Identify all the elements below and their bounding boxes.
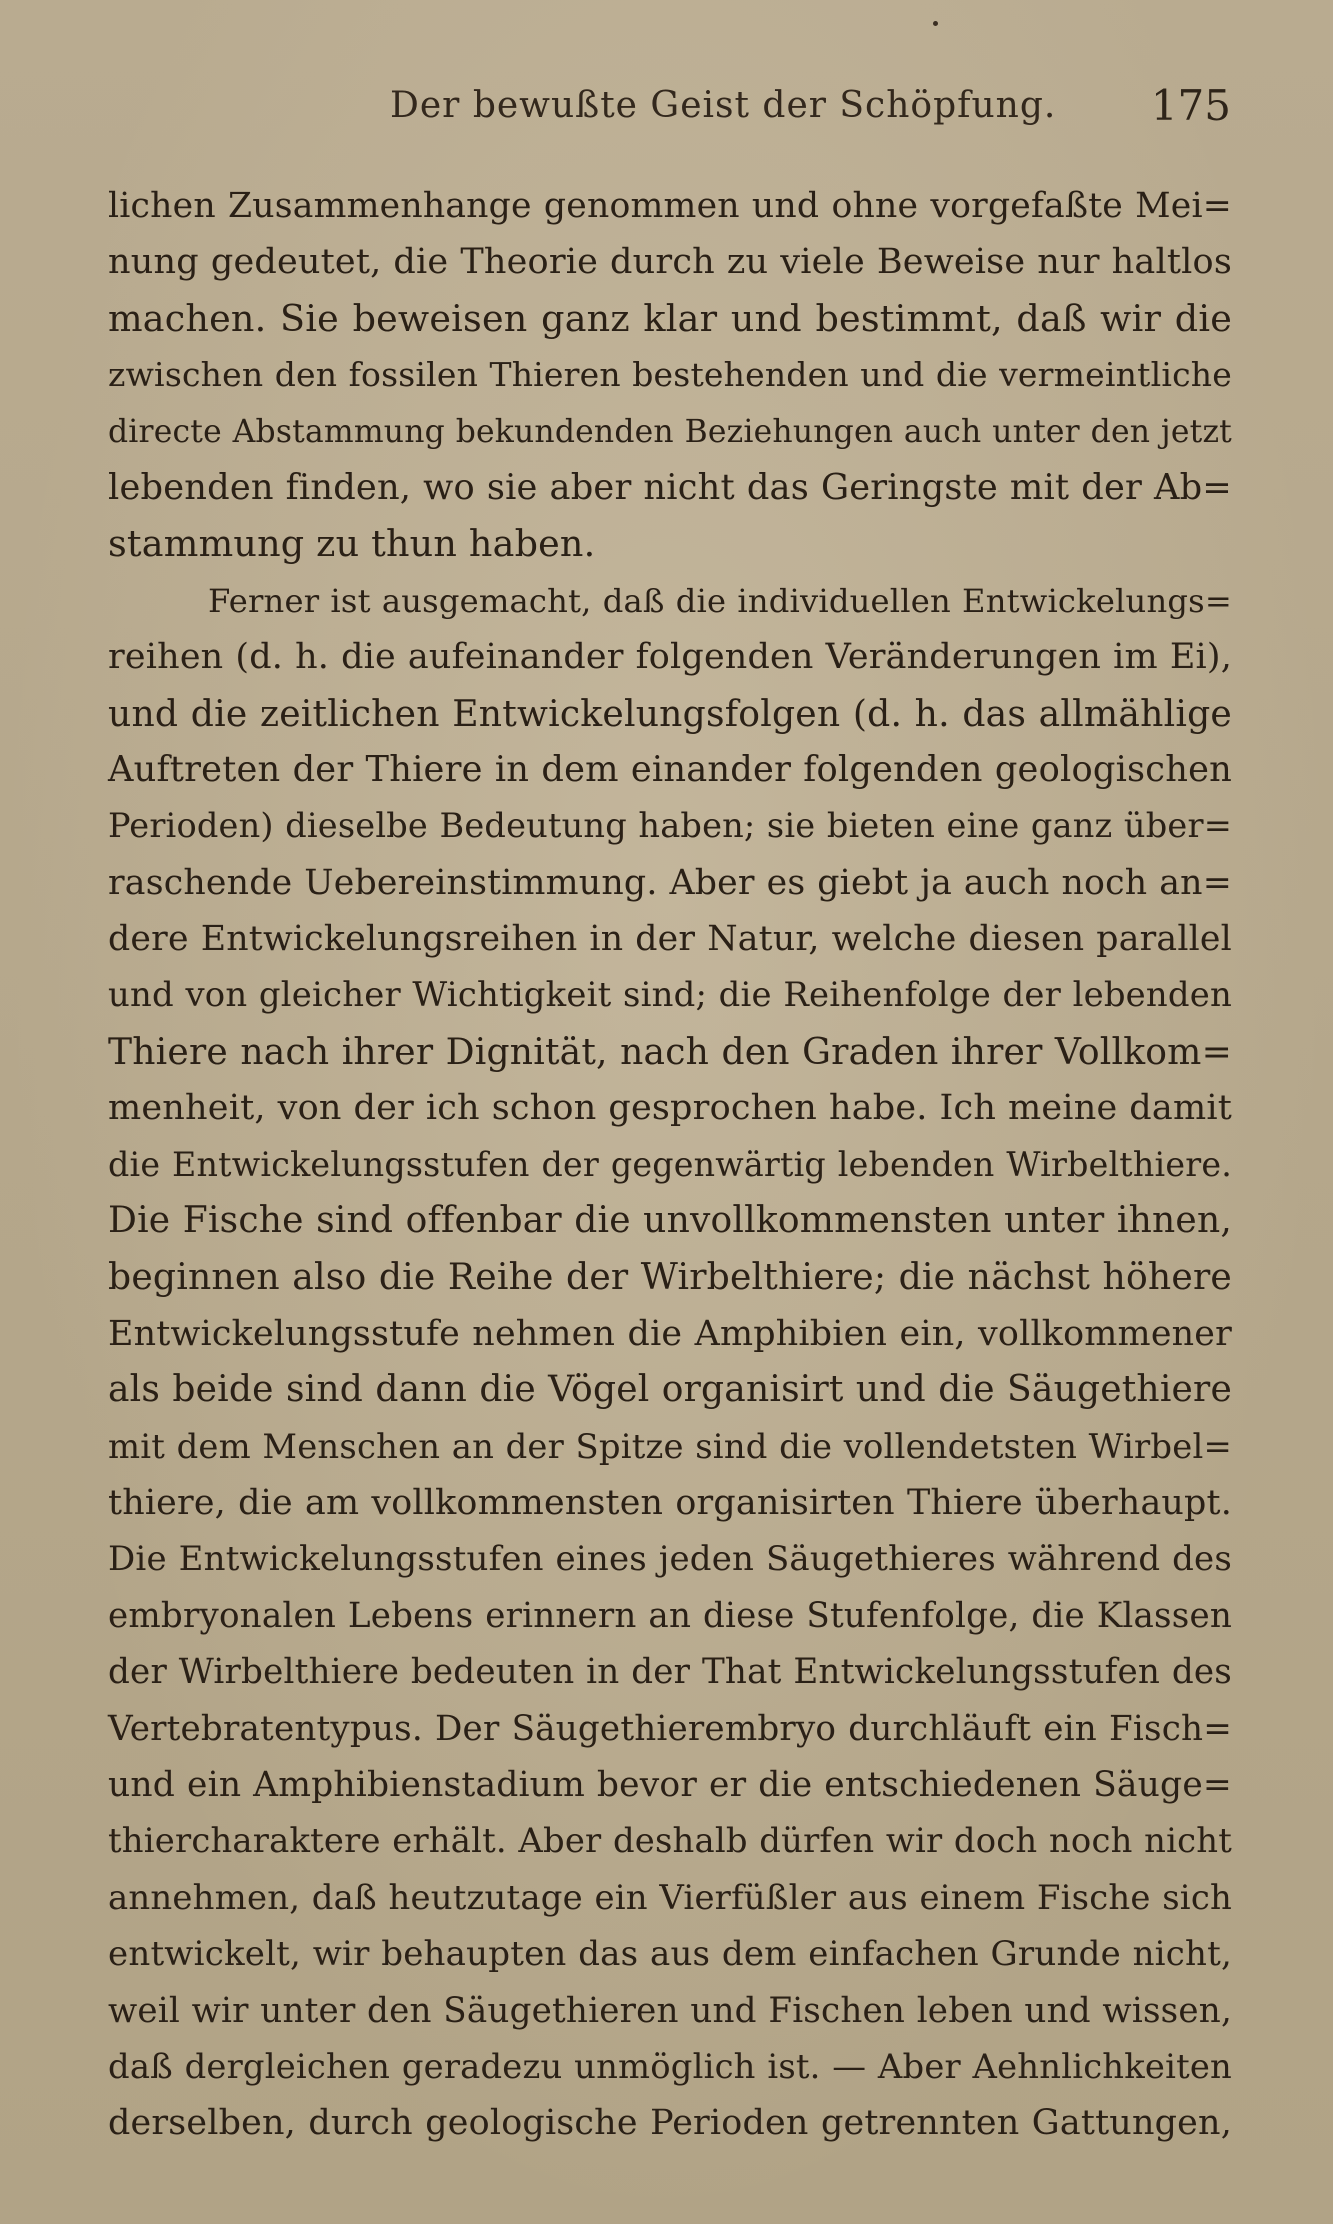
text-line: reihen (d. h. die aufeinander folgenden Veränderungen im Ei), [108,637,1232,678]
text-line: der Wirbelthiere bedeuten in der That Entwickelungsstufen des [108,1652,1232,1693]
text-line: Entwickelungsstufe nehmen die Amphibien ein, vollkommener [108,1313,1232,1354]
text-line: dere Entwickelungsreihen in der Natur, welche diesen parallel [108,919,1232,960]
text-line: Auftreten der Thiere in dem einander folgenden geologischen [108,748,1232,790]
text-line: thiere, die am vollkommensten organisirten Thiere überhaupt. [108,1482,1232,1523]
running-head [100,81,1233,135]
text-line: als beide sind dann die Vögel organisirt und die Säugethiere [108,1369,1232,1411]
page-number: 175 [1150,81,1231,130]
text-line: weil wir unter den Säugethieren und Fischen leben und wissen, [108,1990,1232,2031]
text-line: annehmen, daß heutzutage ein Vierfüßler aus einem Fische sich [108,1877,1232,1917]
text-line: die Entwickelungsstufen der gegenwärtig lebenden Wirbelthiere. [108,1144,1232,1184]
text-line: zwischen den fossilen Thieren bestehenden und die vermeintliche [108,355,1232,395]
text-line: derselben, durch geologische Perioden getrennten Gattungen, [108,2103,1232,2144]
text-line: beginnen also die Reihe der Wirbelthiere; die nächst höhere [108,1255,1232,1299]
text-line: embryonalen Lebens erinnern an diese Stufenfolge, die Klassen [108,1595,1232,1636]
text-line: raschende Uebereinstimmung. Aber es giebt ja auch noch an= [108,862,1232,903]
text-line: Die Fische sind offenbar die unvollkommensten unter ihnen, [108,1200,1232,1242]
body-text [108,178,1232,2152]
text-line: und ein Amphibienstadium bevor er die entschiedenen Säuge= [108,1764,1232,1805]
running-title: Der bewußte Geist der Schöpfung. [390,85,1057,126]
text-line: nung gedeutet, die Theorie durch zu viele Beweise nur haltlos [108,241,1232,283]
text-line: Ferner ist ausgemacht, daß die individuellen Entwickelungs= [208,581,1232,620]
text-line: thiercharaktere erhält. Aber deshalb dürfen wir doch noch nicht [108,1821,1232,1861]
text-line: menheit, von der ich schon gesprochen habe. Ich meine damit [108,1088,1232,1129]
text-line: Vertebratentypus. Der Säugethierembryo durchläuft ein Fisch= [108,1708,1232,1749]
text-line: Perioden) dieselbe Bedeutung haben; sie bieten eine ganz über= [108,806,1232,846]
text-line: stammung zu thun haben. [108,522,596,566]
text-line: mit dem Menschen an der Spitze sind die vollendetsten Wirbel= [108,1426,1232,1466]
text-line: und die zeitlichen Entwickelungsfolgen (d. h. das allmählige [108,691,1232,735]
text-line: lebenden finden, wo sie aber nicht das Geringste mit der Ab= [108,466,1232,508]
text-line: lichen Zusammenhange genommen und ohne vorgefaßte Mei= [108,186,1232,226]
text-line: machen. Sie beweisen ganz klar und bestimmt, daß wir die [108,296,1232,340]
text-line: Die Entwickelungsstufen eines jeden Säugethieres während des [108,1539,1232,1580]
text-line: directe Abstammung bekundenden Beziehungen auch unter den jetzt [108,413,1232,450]
text-line: daß dergleichen geradezu unmöglich ist. — Aber Aehnlichkeiten [108,2046,1232,2086]
text-line: und von gleicher Wichtigkeit sind; die Reihenfolge der lebenden [108,975,1232,1015]
text-line: Thiere nach ihrer Dignität, nach den Graden ihrer Vollkom= [108,1030,1232,1073]
text-line: entwickelt, wir behaupten das aus dem einfachen Grunde nicht, [108,1934,1232,1975]
paper-speck [933,21,938,26]
